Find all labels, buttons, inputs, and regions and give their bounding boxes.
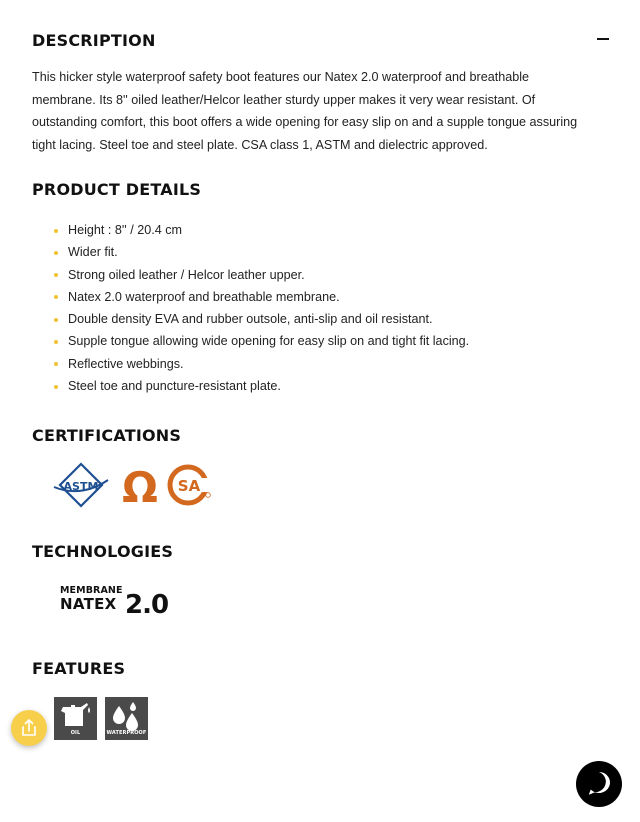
feature-tile-oil xyxy=(54,697,97,740)
list-item: Strong oiled leather / Helcor leather upper. xyxy=(32,264,469,286)
feature-tile-label: OIL xyxy=(70,730,81,736)
list-item: Steel toe and puncture-resistant plate. xyxy=(32,375,469,397)
chat-button[interactable] xyxy=(576,761,622,807)
collapse-description-button[interactable] xyxy=(597,38,609,40)
certification-logos xyxy=(52,460,214,510)
list-item: Double density EVA and rubber outsole, anti-slip and oil resistant. xyxy=(32,308,469,330)
description-heading: DESCRIPTION xyxy=(32,31,156,50)
list-item: Supple tongue allowing wide opening for easy slip on and tight fit lacing. xyxy=(32,330,469,352)
list-item: Natex 2.0 waterproof and breathable membrane. xyxy=(32,286,469,308)
omega-dielectric-logo xyxy=(114,460,166,510)
feature-tile-label: WATERPROOF xyxy=(106,730,147,736)
natex-version-text: 2.0 xyxy=(125,590,169,620)
chat-bubble-icon xyxy=(576,761,622,807)
share-icon xyxy=(11,710,47,746)
features-heading: FEATURES xyxy=(32,659,126,678)
certifications-heading: CERTIFICATIONS xyxy=(32,426,182,445)
astm-logo xyxy=(52,460,110,510)
list-item: Wider fit. xyxy=(32,241,469,263)
description-text: This hicker style waterproof safety boot features our Natex 2.0 waterproof and breathable membrane. Its 8'' oiled leather/Helcor leather sturdy upper makes it very wear resistant. Of outstanding comfort, this boot offers a wide opening for easy slip on and a supple tongue assuring tight lacing. Steel toe and steel plate. CSA class 1, ASTM and dielectric approved. xyxy=(32,70,578,152)
product-details-heading: PRODUCT DETAILS xyxy=(32,180,202,199)
technologies-heading: TECHNOLOGIES xyxy=(32,542,174,561)
list-item: Height : 8'' / 20.4 cm xyxy=(32,219,469,241)
astm-logo-text: ASTM xyxy=(63,480,99,493)
csa-logo xyxy=(168,460,214,510)
natex-version-mark xyxy=(125,586,169,620)
product-details-list xyxy=(32,219,469,397)
omega-logo-text: Ω xyxy=(122,463,158,512)
csa-logo-text: SA xyxy=(177,477,201,495)
natex-logo-big-text: NATEX xyxy=(60,595,117,613)
feature-tiles xyxy=(54,697,148,740)
list-item: Reflective webbings. xyxy=(32,353,469,375)
share-button[interactable] xyxy=(11,710,47,746)
feature-tile-waterproof xyxy=(105,697,148,740)
natex-membrane-logo xyxy=(60,585,169,620)
natex-logo-small-text: MEMBRANE xyxy=(60,585,123,596)
